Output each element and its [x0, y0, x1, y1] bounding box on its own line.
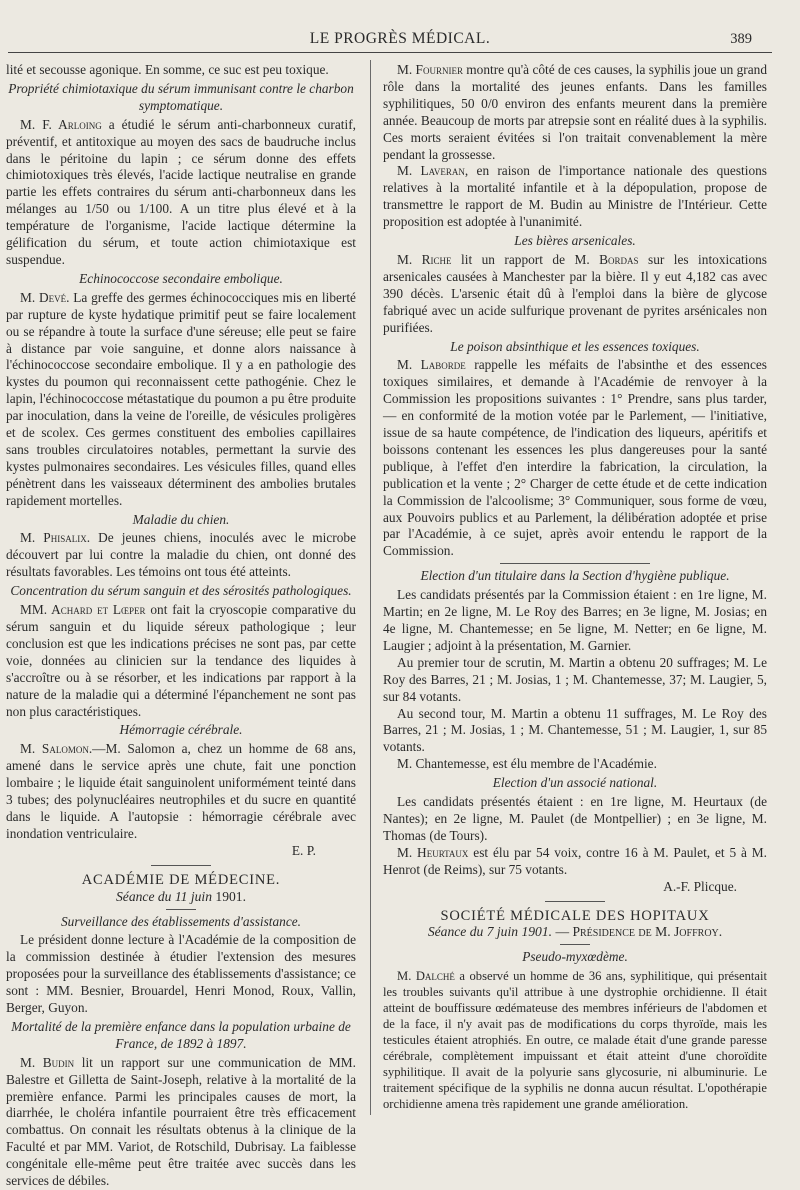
author-laveran: M. Laveran, [397, 163, 469, 179]
heading-maladie-chien: Maladie du chien. [132, 511, 230, 527]
author-arloing: M. F. Arloing [20, 116, 102, 132]
column-divider [370, 60, 371, 1115]
paragraph-phisalix: M. Phisalix. De jeunes chiens, inoculés avec le microbe découvert par lui contre la maladie du chien, ont donné des résultats favorables. Les témoins ont tous été atteints. [6, 530, 356, 580]
paragraph-continuation: lité et secousse agonique. En somme, ce suc est peu toxique. [6, 62, 329, 77]
signature-ep: E. P. [291, 842, 316, 858]
page-number: 389 [730, 31, 752, 47]
heading-election-titulaire: Election d'un titulaire dans la Section d'hygiène publique. [420, 568, 730, 584]
paragraph-fournier: M. Fournier montre qu'à côté de ces causes, la syphilis joue un grand rôle dans la mortalité des jeunes enfants. Dans les familles syphilitiques, 50 0/0 environ des enfants meurent dans la première année. Beaucoup de morts par atrepsie sont en réalité dues à la syphilis. Ces morts seraient évitées si l'on traitait convenablement la mère pendant la grossesse. [383, 62, 768, 162]
paragraph-riche: M. Riche lit un rapport de M. Bordas sur les intoxications arsenicales causées à Manchester par la bière. Il y eut 4,182 cas avec 390 décès. L'arsenic était dû à l'emploi dans la bière de glycose fabriqué avec un acide sulfurique provenant de pyrites arsénicales non purifiées. [383, 251, 767, 335]
signature-af: A.-F. Plicque. [663, 878, 737, 894]
author-achard: MM. Achard et Lœper [20, 602, 146, 618]
heading-mortalite: Mortalité de la première enfance dans la population urbaine de France, de 1892 à 1897. [11, 1018, 351, 1051]
paragraph-president: Le président donne lecture à l'Académie de la composition de la commission destinée à étudier l'extension des mesures proposées pour la surveillance des établissements d'assistance; ce sont : MM. Besnier, Brouardel, Henri Monod, Roux, Vallin, Berger, Guyon. [6, 932, 356, 1016]
heading-pseudo-myxoedeme: Pseudo-myxœdème. [522, 949, 628, 965]
paragraph-deve: M. Devé. La greffe des germes échinococciques mis en liberté par rupture de kyste hydatique primitif peut se faire localement ou se répandre à toute la surface d'une séreuse; elle peut se faire à distance par voie sanguine, et donne alors naissance à l'échinococcose secondaire embolique. Il y a en pathologie des kystes du poumon qui reconnaissent cette pathogénie. Chez le lapin, l'échinococcose métastatique du poumon a pu être produite par inoculation, dans la veine de l'oreille, de vésicules proligères et de scolex. Ces germes constituent des embolies capillaires sans troubles circulatoires notables, permettant la survie des kystes pulmonaires secondaires. Les vésicules filles, quand elles pénètrent dans les vaisseaux déterminent des ambolies brutales rapidement mortelles. [6, 289, 356, 508]
heading-bieres: Les bières arsenicales. [514, 233, 636, 249]
heading-surveillance: Surveillance des établissements d'assistance. [60, 913, 302, 929]
author-heurtaux: M. Heurtaux [397, 844, 469, 860]
paragraph-candidats-1: Les candidats présentés par la Commission étaient : en 1re ligne, M. Martin; en 2e ligne, M. Le Roy des Barres; en 3e ligne, M. Josias; en 4e ligne, M. Chantemesse; en 5e ligne, M. Netter; en 6e ligne, M. Laugier ; adjoint à la présentation, M. Garnier. [383, 587, 767, 653]
societe-seance-line: Séance du 7 juin 1901. — Présidence de M. Joffroy. [427, 924, 723, 940]
section-rule [151, 865, 211, 866]
section-rule-small [166, 909, 196, 910]
left-column [6, 62, 356, 1190]
heading-poison: Le poison absinthique et les essences toxiques. [450, 338, 700, 354]
paragraph-chantemesse: M. Chantemesse, est élu membre de l'Académie. [397, 756, 657, 772]
paragraph-dalche: M. Dalché a observé un homme de 36 ans, syphilitique, qui présentait les troubles suivants qu'il attribue à une dystrophie orchidienne. Il était atteint de bouffissure œdémateuse des membres inférieurs de l'abdomen et de la face, il n'y avait pas de modifications du corps thyroïde, mais les testicules étaient atrophiés. En outre, ce malade était d'une grande paresse cérébrale, complètement impuissant et était atteint d'une choroïdite syphilitique. Il avait de la polyurie sans glycosurie, ni albuminurie. Le traitement spécifique de la syphilis ne donna aucun résultat. L'opothérapie orchidienne amena très rapidement une grande amélioration. [383, 969, 767, 1112]
paragraph-arloing: M. F. Arloing a étudié le sérum anti-charbonneux curatif, préventif, et antitoxique au moyen des sacs de baudruche inclus dans le péritoine du lapin ; ce sérum donne des effets chimiotoxiques très élevés, l'acide lactique neutralise en grande partie les effets contraires du sérum anti-charbonneux dans les mélanges au 1/50 ou 1/100. A un titre plus élevé et à la température de l'organisme, l'acide lactique détermine la gélification du sérum, et toute action chimiotaxique est suspendue. [6, 116, 356, 267]
paragraph-laveran: M. Laveran, en raison de l'importance nationale des questions relatives à la mortalité infantile et à la dépopulation, propose de transmettre le rapport de M. Budin au Ministre de l'Intérieur. Cette proposition est adoptée à l'unanimité. [383, 163, 767, 230]
paragraph-achard: MM. Achard et Lœper ont fait la cryoscopie comparative du sérum sanguin et du liquide séreux pathologique ; leur conclusion est que les indications précises ne sont pas, par cette voie, données au clinicien sur la tendance des liquides à s'accroître ou à se résorber, et les indications par rapport à la nature de la maladie qui a déterminé l'épanchement ne sont pas non plus caractéristiques. [6, 602, 356, 719]
heading-hemorragie: Hémorragie cérébrale. [119, 722, 243, 738]
paragraph-laborde: M. Laborde rappelle les méfaits de l'absinthe et des essences toxiques similaires, et demande à l'Académie de renvoyer à la Commission les propositions suivantes : 1° Prendre, sans plus tarder, — en conformité de la motion votée par le Parlement, — l'initiative, issue de sa haute compétence, de l'indication des liqueurs, apéritifs et boissons contenant les essences les plus dangereuses pour la santé publique, à l'effet d'en interdire la fabrication, la circulation, la publication et la vente ; 2° Charger de cette étude et de cette indication la Commission de l'alcoolisme; 3° Communiquer, sous forme de vœu, aux Pouvoirs publics et au Parlement, la délibération adoptée et prise par l'Académie, à ce sujet, après avoir entendu le rapport de la Commission. [383, 357, 767, 559]
section-rule-2 [545, 901, 605, 902]
author-salomon: M. Salomon. [20, 741, 93, 757]
author-budin: M. Budin [20, 1054, 75, 1070]
author-laborde: M. Laborde [397, 357, 466, 373]
author-deve: M. Devé. [20, 289, 70, 305]
paragraph-salomon: M. Salomon.—M. Salomon a, chez un homme de 68 ans, amené dans le service après une chute, fait une ponction lombaire ; le liquide était sanguinolent uniformément teinté dans 3 tubes; des polynucléaires neutrophiles et du sucre en quantité dans le liquide. A l'autopsie : hémorragie cérébrale avec inondation ventriculaire. [6, 741, 356, 841]
author-phisalix: M. Phisalix. [20, 530, 91, 546]
heading-concentration: Concentration du sérum sanguin et des sérosités pathologiques. [10, 583, 352, 599]
author-bordas: Bordas [599, 251, 639, 267]
heading-echinococcose: Echinococcose secondaire embolique. [79, 270, 283, 286]
author-fournier: M. Fournier [397, 62, 463, 77]
header-rule [8, 52, 772, 53]
section-rule-small-2 [560, 944, 590, 945]
heading-propriete: Propriété chimiotaxique du sérum immunisant contre le charbon symptomatique. [8, 80, 354, 113]
section-rule-election [500, 563, 650, 564]
heading-societe: SOCIÉTÉ MÉDICALE DES HOPITAUX [440, 907, 710, 924]
right-column [383, 62, 767, 1112]
author-riche: M. Riche [397, 251, 452, 267]
seance-line: Séance du 11 juin 1901. [115, 888, 246, 904]
small-text-block [383, 968, 767, 1112]
journal-title: LE PROGRÈS MÉDICAL. [309, 30, 491, 47]
heading-election-associe: Election d'un associé national. [492, 775, 658, 791]
page-header [0, 28, 800, 52]
author-dalche: M. Dalché [397, 969, 455, 984]
heading-academie: ACADÉMIE DE MÉDECINE. [81, 871, 281, 888]
paragraph-premier-tour: Au premier tour de scrutin, M. Martin a obtenu 20 suffrages; M. Le Roy des Barres, 21 ; M. Josias, 1 ; M. Chantemesse, 37; M. Laugier, 5, sur 84 votants. [383, 654, 767, 704]
paragraph-budin: M. Budin lit un rapport sur une communication de MM. Balestre et Gilletta de Saint-Joseph, relative à la mortalité de la première enfance. Parmi les principales causes de mort, la diarrhée, le choléra infantile pourraient être très efficacement combattus. On connait les résultats obtenus à la clinique de la Faculté et par MM. Variot, de Rotschild, Dubrisay. La faiblesse congénitale elle-même peut être traitée avec succès dans les services de débiles. [6, 1054, 356, 1189]
paragraph-second-tour: Au second tour, M. Martin a obtenu 11 suffrages, M. Le Roy des Barres, 21 ; M. Josias, 1 ; M. Chantemesse, 51 ; M. Laugier, 1, sur 85 votants. [383, 705, 767, 755]
paragraph-heurtaux: M. Heurtaux est élu par 54 voix, contre 16 à M. Paulet, et 5 à M. Henrot (de Reims), sur 75 votants. [383, 844, 767, 877]
paragraph-candidats-2: Les candidats présentés étaient : en 1re ligne, M. Heurtaux (de Nantes); en 2e ligne, M. Paulet (de Montpellier) ; en 3e ligne, M. Thomas (de Tours). [383, 794, 767, 843]
